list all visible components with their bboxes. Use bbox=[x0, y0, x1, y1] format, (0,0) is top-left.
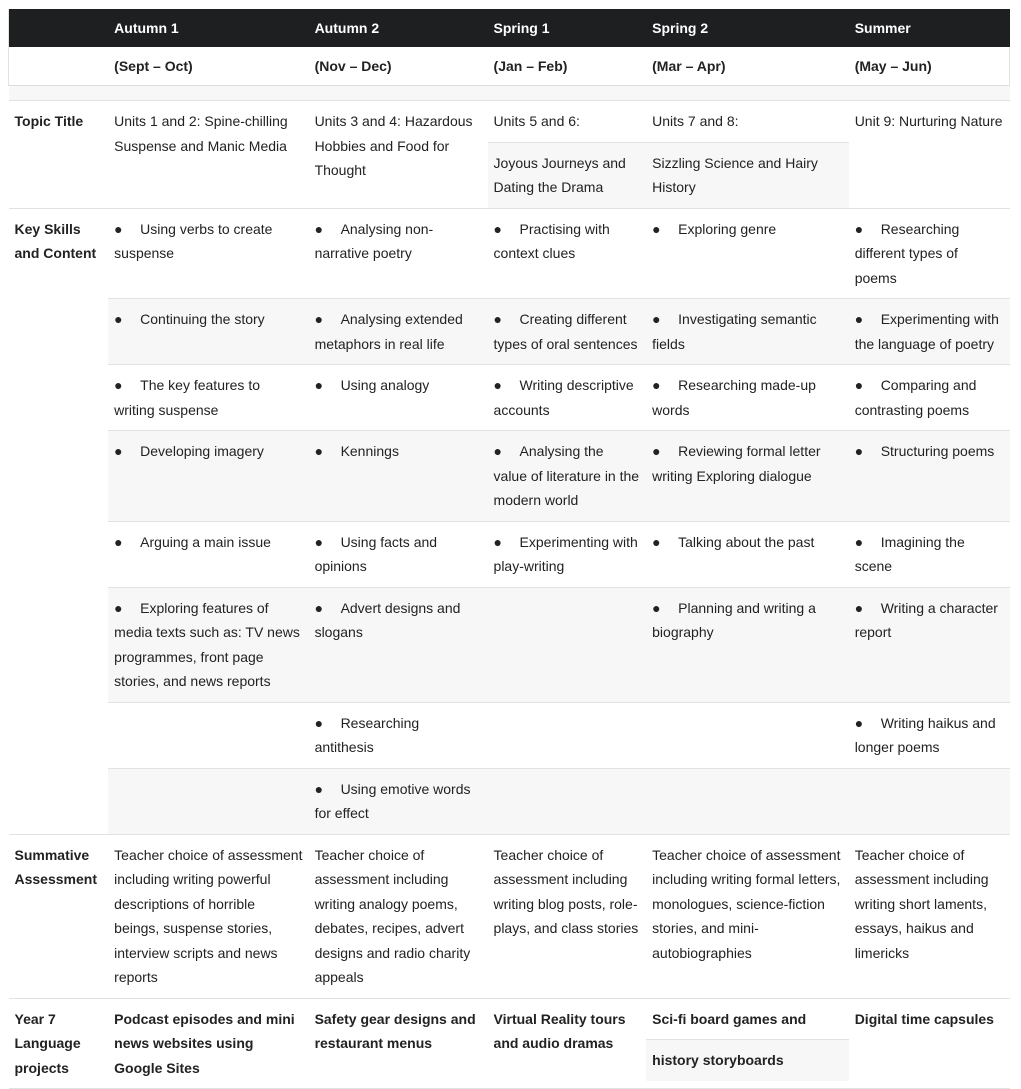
term-dates: (May – Jun) bbox=[849, 47, 1010, 86]
topic-cell bbox=[488, 101, 647, 209]
skills-row bbox=[9, 208, 1010, 299]
skill-cell bbox=[309, 521, 488, 587]
bullet-icon: ● bbox=[314, 780, 324, 797]
bullet-icon: ● bbox=[652, 311, 661, 327]
skill-cell bbox=[488, 365, 647, 431]
topic-cell: Units 1 and 2: Spine-chilling Suspense and Manic Media bbox=[108, 101, 308, 209]
bullet-icon: ● bbox=[854, 714, 864, 731]
bullet-icon: ● bbox=[854, 377, 864, 393]
skill-cell bbox=[646, 702, 849, 768]
bullet-icon: ● bbox=[652, 220, 661, 237]
skill-text: Kennings bbox=[340, 443, 399, 459]
skill-cell bbox=[488, 702, 647, 768]
assessment-cell: Teacher choice of assessment including writing short laments, essays, haikus and limericks bbox=[849, 834, 1010, 998]
bullet-icon: ● bbox=[114, 377, 123, 393]
skill-text: Using verbs to create suspense bbox=[114, 220, 273, 261]
skill-text: Writing descriptive accounts bbox=[493, 377, 634, 418]
assessment-row bbox=[9, 834, 1010, 998]
topic-cell-line: Joyous Journeys and Dating the Drama bbox=[488, 142, 647, 208]
assessment-cell: Teacher choice of assessment including writing analogy poems, debates, recipes, advert designs and radio charity appeals bbox=[309, 834, 488, 998]
term-dates: (Sept – Oct) bbox=[108, 47, 308, 86]
row-heading: Key Skills and Content bbox=[9, 208, 109, 834]
term-dates: (Mar – Apr) bbox=[646, 47, 849, 86]
term-header: Autumn 2 bbox=[309, 9, 488, 47]
skills-row bbox=[9, 365, 1010, 431]
skill-cell bbox=[309, 365, 488, 431]
project-cell-line: history storyboards bbox=[646, 1039, 849, 1081]
skill-cell bbox=[646, 587, 849, 702]
skill-cell bbox=[108, 299, 308, 365]
skill-text: Writing a character report bbox=[854, 599, 998, 640]
skill-cell bbox=[849, 702, 1010, 768]
bullet-icon: ● bbox=[114, 220, 123, 237]
skill-text: Advert designs and slogans bbox=[314, 599, 461, 640]
skill-cell bbox=[108, 208, 308, 299]
term-dates-row bbox=[9, 47, 1010, 86]
curriculum-overview bbox=[8, 9, 1010, 1089]
skill-cell bbox=[488, 431, 647, 522]
bullet-icon: ● bbox=[314, 533, 324, 550]
skill-text: Exploring features of media texts such as: TV news programmes, front page stories, and news reports bbox=[114, 599, 300, 689]
topic-cell-line: Units 5 and 6: bbox=[493, 113, 580, 129]
bullet-icon: ● bbox=[854, 599, 864, 616]
topic-cell: Unit 9: Nurturing Nature bbox=[849, 101, 1010, 209]
topic-cell: Units 3 and 4: Hazardous Hobbies and Food for Thought bbox=[309, 101, 488, 209]
skill-text: Using facts and opinions bbox=[314, 533, 438, 574]
bullet-icon: ● bbox=[854, 443, 864, 459]
skill-cell bbox=[488, 587, 647, 702]
bullet-icon: ● bbox=[114, 599, 123, 616]
bullet-icon: ● bbox=[314, 220, 324, 237]
skill-text: Talking about the past bbox=[678, 533, 815, 550]
skill-cell bbox=[488, 521, 647, 587]
term-header: Spring 2 bbox=[646, 9, 849, 47]
bullet-icon: ● bbox=[314, 599, 324, 616]
skill-cell bbox=[108, 521, 308, 587]
assessment-cell: Teacher choice of assessment including writing powerful descriptions of horrible beings, suspense stories, interview scripts and news reports bbox=[108, 834, 308, 998]
bullet-icon: ● bbox=[493, 443, 502, 459]
skill-text: Planning and writing a biography bbox=[652, 599, 816, 640]
skills-row bbox=[9, 521, 1010, 587]
skill-cell bbox=[309, 587, 488, 702]
skill-text: Using emotive words for effect bbox=[314, 780, 471, 821]
bullet-icon: ● bbox=[493, 220, 502, 237]
spacer-row bbox=[9, 86, 1010, 101]
project-cell-line: Sci-fi board games and bbox=[652, 1010, 807, 1027]
project-cell: Safety gear designs and restaurant menus bbox=[309, 998, 488, 1089]
skill-text: Exploring genre bbox=[678, 220, 777, 237]
bullet-icon: ● bbox=[652, 599, 661, 616]
bullet-icon: ● bbox=[493, 311, 502, 327]
skill-text: Using analogy bbox=[340, 377, 430, 393]
term-header: Summer bbox=[849, 9, 1010, 47]
row-heading: Summative Assessment bbox=[9, 834, 109, 998]
skill-text: Investigating semantic fields bbox=[652, 311, 817, 352]
bullet-icon: ● bbox=[314, 311, 324, 327]
skill-cell bbox=[309, 768, 488, 834]
skill-cell bbox=[646, 431, 849, 522]
skill-text: Reviewing formal letter writing Exploring dialogue bbox=[652, 443, 821, 484]
skill-text: Writing haikus and longer poems bbox=[854, 714, 996, 755]
skills-row bbox=[9, 768, 1010, 834]
skill-text: Imagining the scene bbox=[854, 533, 965, 574]
topic-cell bbox=[646, 101, 849, 209]
skill-text: The key features to writing suspense bbox=[114, 377, 260, 418]
assessment-cell: Teacher choice of assessment including writing blog posts, role-plays, and class stories bbox=[488, 834, 647, 998]
bullet-icon: ● bbox=[854, 220, 864, 237]
bullet-icon: ● bbox=[493, 533, 502, 550]
bullet-icon: ● bbox=[314, 443, 324, 459]
skill-text: Analysing non-narrative poetry bbox=[314, 220, 434, 261]
project-cell: Podcast episodes and mini news websites using Google Sites bbox=[108, 998, 308, 1089]
bullet-icon: ● bbox=[114, 311, 123, 327]
bullet-icon: ● bbox=[114, 533, 123, 550]
skills-row bbox=[9, 431, 1010, 522]
project-cell bbox=[646, 998, 849, 1089]
row-heading: Topic Title bbox=[9, 101, 109, 209]
bullet-icon: ● bbox=[314, 377, 324, 393]
bullet-icon: ● bbox=[314, 714, 324, 731]
skill-cell bbox=[646, 208, 849, 299]
topic-cell-line: Sizzling Science and Hairy History bbox=[646, 142, 849, 208]
skill-cell bbox=[646, 521, 849, 587]
skill-text: Analysing extended metaphors in real life bbox=[314, 311, 463, 352]
corner-cell bbox=[9, 9, 109, 47]
term-dates: (Nov – Dec) bbox=[309, 47, 488, 86]
skill-text: Arguing a main issue bbox=[140, 533, 271, 550]
term-header: Autumn 1 bbox=[108, 9, 308, 47]
skill-cell bbox=[849, 431, 1010, 522]
skills-row bbox=[9, 587, 1010, 702]
project-cell: Digital time capsules bbox=[849, 998, 1010, 1089]
skill-cell bbox=[849, 365, 1010, 431]
skill-text: Continuing the story bbox=[140, 311, 265, 327]
bullet-icon: ● bbox=[493, 377, 502, 393]
skills-row bbox=[9, 299, 1010, 365]
skill-text: Practising with context clues bbox=[493, 220, 610, 261]
skill-cell bbox=[309, 702, 488, 768]
projects-row bbox=[9, 998, 1010, 1089]
topic-title-row bbox=[9, 101, 1010, 209]
skill-cell bbox=[108, 768, 308, 834]
skill-text: Experimenting with the language of poetry bbox=[854, 311, 999, 352]
skill-cell bbox=[849, 299, 1010, 365]
skill-text: Comparing and contrasting poems bbox=[854, 377, 977, 418]
skill-text: Researching made-up words bbox=[652, 377, 816, 418]
skill-cell bbox=[488, 299, 647, 365]
bullet-icon: ● bbox=[854, 533, 864, 550]
bullet-icon: ● bbox=[652, 443, 661, 459]
skill-text: Analysing the value of literature in the modern world bbox=[493, 443, 640, 508]
skill-cell bbox=[849, 521, 1010, 587]
bullet-icon: ● bbox=[114, 443, 123, 459]
skill-cell bbox=[849, 208, 1010, 299]
assessment-cell: Teacher choice of assessment including writing formal letters, monologues, science-fiction stories, and mini-autobiographies bbox=[646, 834, 849, 998]
skill-cell bbox=[488, 768, 647, 834]
skill-text: Researching antithesis bbox=[314, 714, 420, 755]
skills-row bbox=[9, 702, 1010, 768]
corner-cell bbox=[9, 47, 109, 86]
skill-text: Experimenting with play-writing bbox=[493, 533, 638, 574]
skill-cell bbox=[108, 587, 308, 702]
skill-cell bbox=[646, 768, 849, 834]
skill-cell bbox=[108, 702, 308, 768]
project-cell: Virtual Reality tours and audio dramas bbox=[488, 998, 647, 1089]
row-heading: Year 7 Language projects bbox=[9, 998, 109, 1089]
skill-cell bbox=[309, 431, 488, 522]
term-dates: (Jan – Feb) bbox=[488, 47, 647, 86]
term-header-row bbox=[9, 9, 1010, 47]
skill-cell bbox=[646, 299, 849, 365]
curriculum-table bbox=[8, 9, 1010, 1089]
term-header: Spring 1 bbox=[488, 9, 647, 47]
topic-cell-line: Units 7 and 8: bbox=[652, 113, 739, 129]
skill-text: Researching different types of poems bbox=[854, 220, 960, 286]
skill-cell bbox=[646, 365, 849, 431]
skill-cell bbox=[108, 365, 308, 431]
skill-text: Developing imagery bbox=[140, 443, 264, 459]
bullet-icon: ● bbox=[854, 311, 864, 327]
skill-cell bbox=[849, 768, 1010, 834]
skill-cell bbox=[108, 431, 308, 522]
skill-cell bbox=[849, 587, 1010, 702]
bullet-icon: ● bbox=[652, 533, 661, 550]
skill-cell bbox=[488, 208, 647, 299]
skill-text: Creating different types of oral sentences bbox=[493, 311, 638, 352]
skill-cell bbox=[309, 208, 488, 299]
skill-text: Structuring poems bbox=[880, 443, 995, 459]
bullet-icon: ● bbox=[652, 377, 661, 393]
skill-cell bbox=[309, 299, 488, 365]
